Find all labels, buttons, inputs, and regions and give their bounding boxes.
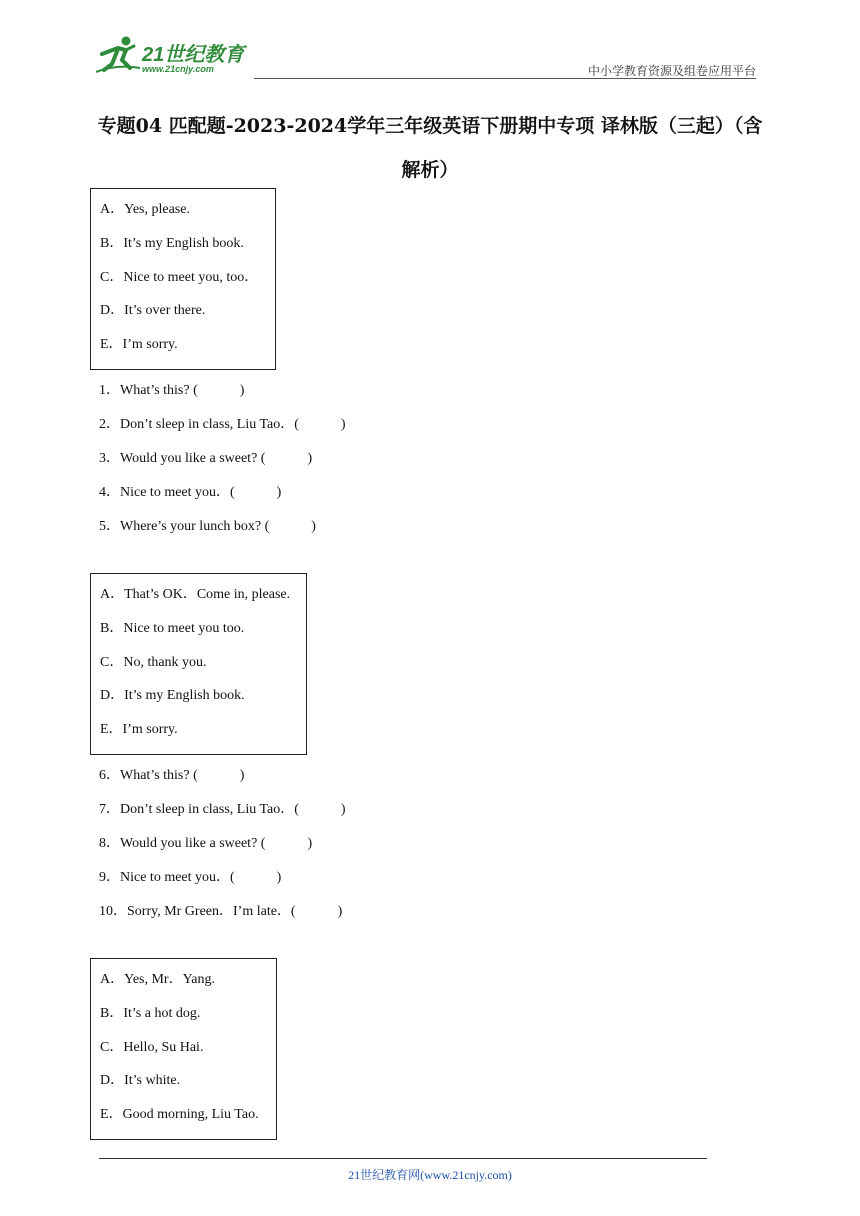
option-item: B．It’s a hot dog. [100, 1005, 201, 1021]
header-divider [254, 78, 756, 79]
option-item: C．Hello, Su Hai. [100, 1039, 204, 1055]
option-item: B．It’s my English book. [100, 235, 244, 251]
question-item: 9．Nice to meet you．( ) [99, 870, 282, 885]
logo-url: www.21cnjy.com [142, 64, 214, 74]
question-item: 7．Don’t sleep in class, Liu Tao．( ) [99, 802, 346, 817]
question-item: 5．Where’s your lunch box? ( ) [99, 519, 316, 534]
option-item: A．That’s OK．Come in, please. [100, 587, 291, 602]
logo-text: 21世纪教育 [142, 44, 245, 66]
option-item: E．Good morning, Liu Tao. [100, 1107, 259, 1123]
question-item: 2．Don’t sleep in class, Liu Tao．( ) [99, 417, 346, 432]
footer-link[interactable]: 21世纪教育网(www.21cnjy.com) [348, 1168, 512, 1182]
option-item: D．It’s over there. [100, 303, 206, 319]
options-box-1 [90, 188, 276, 370]
document-title: 专题04 匹配题-2023-2024学年三年级英语下册期中专项 译林版（三起）（含解析） [97, 115, 763, 181]
option-item: C．No, thank you. [100, 654, 207, 670]
option-item: A．Yes, Mr．Yang. [100, 972, 216, 987]
question-item: 1．What’s this? ( ) [99, 383, 245, 398]
option-item: A．Yes, please. [100, 202, 190, 217]
runner-logo-icon [96, 34, 142, 74]
question-item: 8．Would you like a sweet? ( ) [99, 836, 313, 851]
option-item: C．Nice to meet you, too． [100, 269, 259, 285]
question-item: 3．Would you like a sweet? ( ) [99, 451, 313, 466]
option-item: E．I’m sorry. [100, 337, 178, 353]
option-item: D．It’s my English book. [100, 688, 245, 704]
question-item: 10．Sorry, Mr Green．I’m late．( ) [99, 904, 343, 919]
footer-divider [99, 1158, 707, 1159]
option-item: D．It’s white. [100, 1073, 181, 1089]
header-platform-text: 中小学教育资源及组卷应用平台 [587, 64, 756, 78]
option-item: B．Nice to meet you too. [100, 620, 245, 636]
question-item: 4．Nice to meet you．( ) [99, 485, 282, 500]
question-item: 6．What’s this? ( ) [99, 768, 245, 783]
options-box-2 [90, 573, 307, 755]
logo [96, 34, 266, 78]
options-box-3 [90, 958, 277, 1140]
page-header [96, 34, 756, 78]
option-item: E．I’m sorry. [100, 722, 178, 738]
